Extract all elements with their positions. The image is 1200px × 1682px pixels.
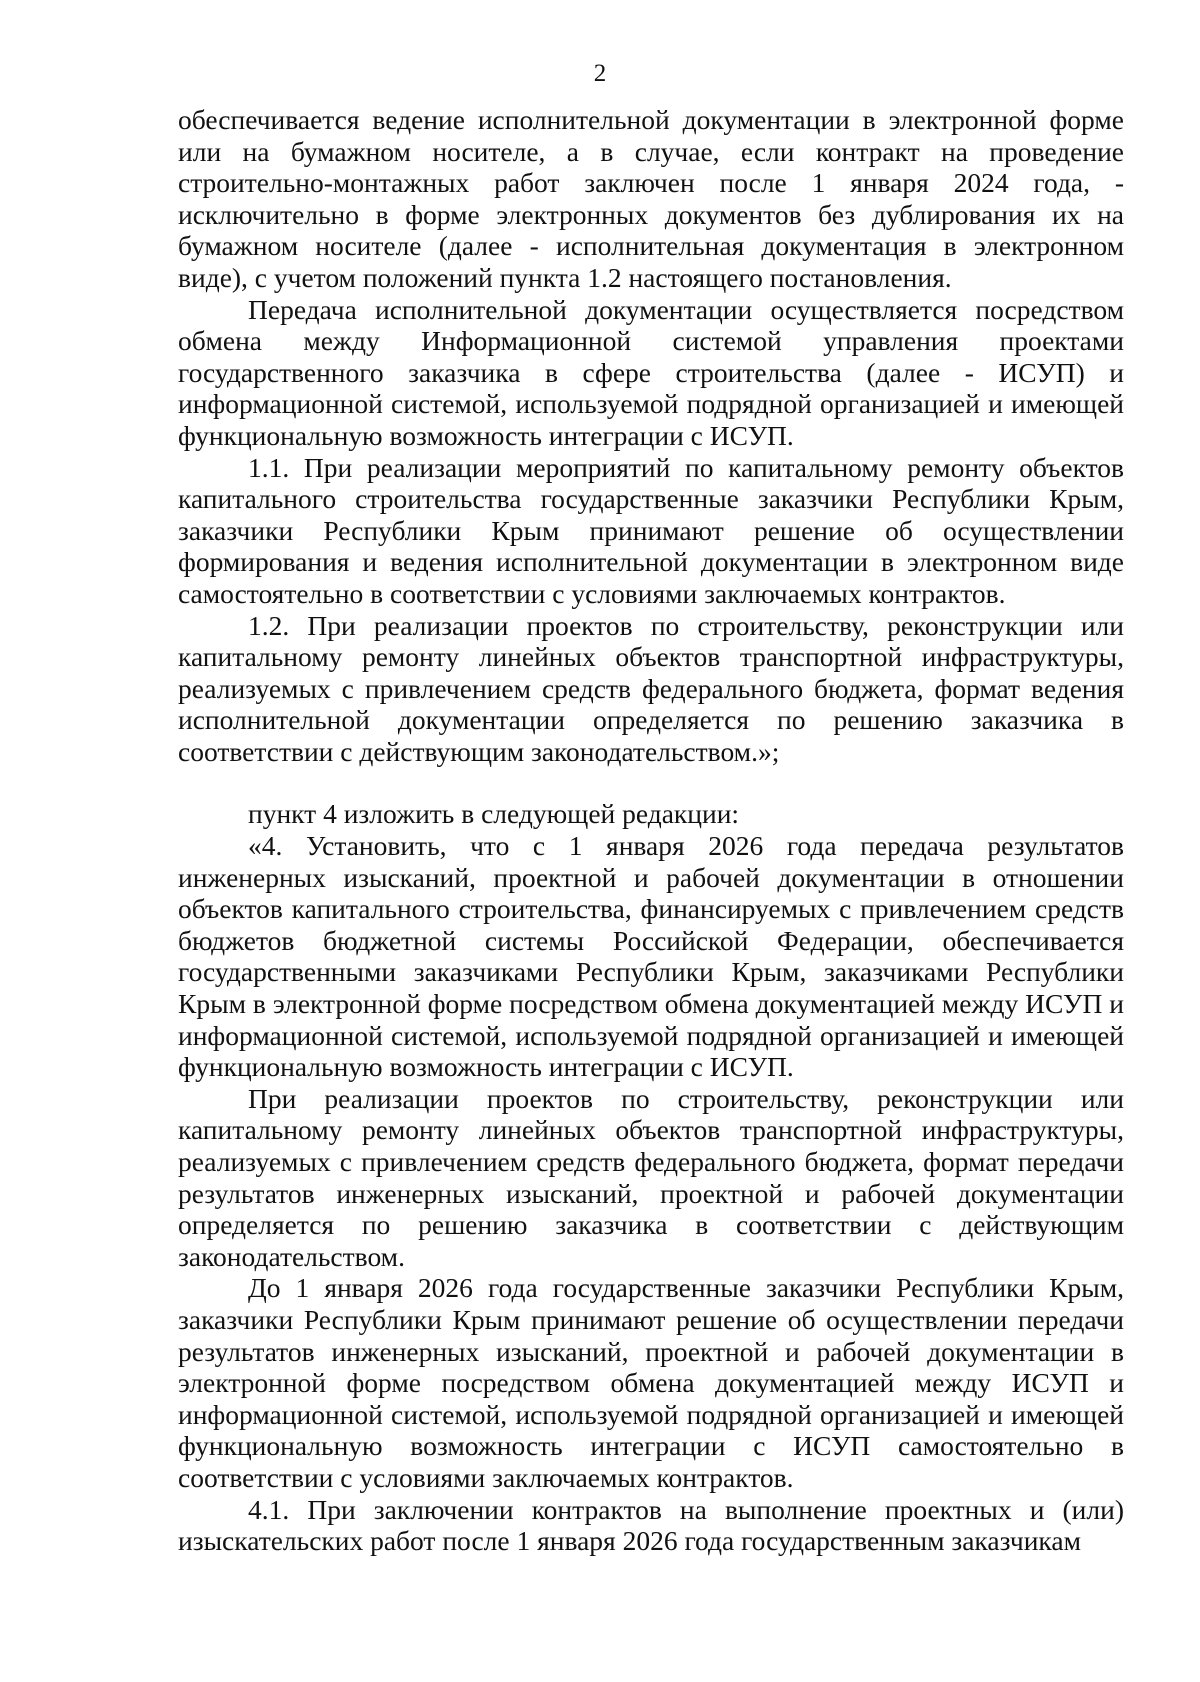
paragraph-executive-documentation-form: обеспечивается ведение исполнительной документации в электронной форме или на бумажном носителе, а в случае, если контракт на проведение строительно-монтажных работ заключен после 1 января 2024 года, - исключительно в форме электронных документов без дублирования их на бумажном носителе (далее - исполнительная документация в электронном виде), с учетом положений пункта 1.2 настоящего постановления. [178, 104, 1124, 293]
paragraph-1-1: 1.1. При реализации мероприятий по капитальному ремонту объектов капитального строительства государственные заказчики Республики Крым, заказчики Республики Крым принимают решение об осуществлении формирования и ведения исполнительной документации в электронном виде самостоятельно в соответствии с условиями заключаемых контрактов. [178, 451, 1124, 609]
document-body [178, 104, 1124, 1557]
paragraph-amendment-point-4: пункт 4 изложить в следующей редакции: [248, 798, 740, 830]
page-number: 2 [593, 60, 607, 87]
paragraph-4-1: 4.1. При заключении контрактов на выполнение проектных и (или) изыскательских работ после 1 января 2026 года государственным заказчикам [178, 1493, 1124, 1557]
paragraph-gap [178, 767, 1124, 798]
paragraph-4-before-2026: До 1 января 2026 года государственные заказчики Республики Крым, заказчики Республики Крым принимают решение об осуществлении передачи результатов инженерных изысканий, проектной и рабочей документации в электронной форме посредством обмена документацией между ИСУП и информационной системой, используемой подрядной организацией и имеющей функциональную возможность интеграции с ИСУП самостоятельно в соответствии с условиями заключаемых контрактов. [178, 1272, 1124, 1493]
paragraph-1-2: 1.2. При реализации проектов по строительству, реконструкции или капитальному ремонту линейных объектов транспортной инфраструктуры, реализуемых с привлечением средств федерального бюджета, формат ведения исполнительной документации определяется по решению заказчика в соответствии с действующим законодательством.»; [178, 609, 1124, 767]
paragraph-documentation-transfer: Передача исполнительной документации осуществляется посредством обмена между Информационной системой управления проектами государственного заказчика в сфере строительства (далее - ИСУП) и информационной системой, используемой подрядной организацией и имеющей функциональную возможность интеграции с ИСУП. [178, 293, 1124, 451]
paragraph-4-linear-objects: При реализации проектов по строительству, реконструкции или капитальному ремонту линейных объектов транспортной инфраструктуры, реализуемых с привлечением средств федерального бюджета, формат передачи результатов инженерных изысканий, проектной и рабочей документации определяется по решению заказчика в соответствии с действующим законодательством. [178, 1082, 1124, 1272]
paragraph-4: «4. Установить, что с 1 января 2026 года передача результатов инженерных изысканий, проектной и рабочей документации в отношении объектов капитального строительства, финансируемых с привлечением средств бюджетов бюджетной системы Российской Федерации, обеспечивается государственными заказчиками Республики Крым, заказчиками Республики Крым в электронной форме посредством обмена документацией между ИСУП и информационной системой, используемой подрядной организацией и имеющей функциональную возможность интеграции с ИСУП. [178, 830, 1124, 1083]
